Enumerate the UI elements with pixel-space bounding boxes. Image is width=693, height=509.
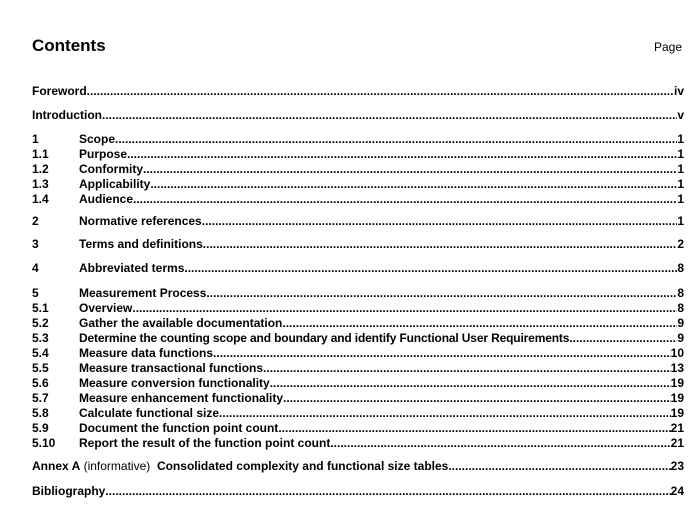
toc-entry-page: 1 (677, 177, 684, 191)
toc-entry-number: 5.10 (32, 436, 56, 450)
toc-entry-5-7[interactable] (32, 391, 684, 406)
toc-entry-page: 9 (677, 331, 684, 345)
toc-entry-number: 2 (32, 214, 39, 228)
toc-entry-5-9[interactable] (32, 421, 684, 436)
toc-entry-annex-a[interactable] (32, 459, 684, 474)
toc-entry-label: Conformity (79, 162, 143, 176)
toc-entry-page: 19 (670, 406, 684, 420)
toc-entry-page: 13 (670, 361, 684, 375)
toc-entry-5-8[interactable] (32, 406, 684, 421)
toc-entry-number: 1.3 (32, 177, 49, 191)
toc-entry-label: Calculate functional size (79, 406, 220, 420)
toc-entry-number: 5.3 (32, 331, 49, 345)
toc-entry-label: Scope (79, 132, 116, 146)
toc-entry-page: 19 (670, 391, 684, 405)
toc-entry-5-3[interactable] (32, 331, 684, 346)
page-column-label: Page (653, 40, 682, 54)
page-title: Contents (32, 36, 106, 55)
toc-entry-5-1[interactable] (32, 301, 684, 316)
toc-entry-number: 5.9 (32, 421, 49, 435)
toc-entry-number: 1 (32, 132, 39, 146)
toc-entry-page: v (677, 108, 684, 122)
toc-entry-label: Measure data functions (79, 346, 214, 360)
toc-entry-label: Determine the counting scope and boundary and identify Functional User Requirements (79, 331, 570, 345)
toc-entry-5[interactable] (32, 286, 684, 301)
toc-entry-introduction[interactable] (32, 108, 684, 123)
toc-entry-5-10[interactable] (32, 436, 684, 451)
toc-entry-page: 21 (670, 436, 684, 450)
toc-entry-page: 9 (677, 316, 684, 330)
toc-entry-label: Overview (79, 301, 133, 315)
toc-entry-page: 23 (670, 459, 684, 473)
toc-entry-number: 4 (32, 261, 39, 275)
toc-entry-page: 1 (677, 162, 684, 176)
toc-entry-3[interactable] (32, 237, 684, 252)
toc-entry-label: Document the function point count (79, 421, 279, 435)
annex-informative-note: (informative) (83, 459, 151, 473)
toc-entry-page: 10 (670, 346, 684, 360)
toc-entry-label: Bibliography (32, 484, 106, 498)
toc-entry-number: 5.4 (32, 346, 49, 360)
toc-entry-page: 1 (677, 214, 684, 228)
toc-entry-label: Abbreviated terms (79, 261, 185, 275)
toc-entry-5-6[interactable] (32, 376, 684, 391)
toc-entry-number: 1.2 (32, 162, 49, 176)
toc-entry-1[interactable] (32, 132, 684, 147)
toc-entry-number: 5.5 (32, 361, 49, 375)
toc-entry-5-2[interactable] (32, 316, 684, 331)
toc-entry-label: Gather the available documentation (79, 316, 283, 330)
toc-entry-label: Normative references (79, 214, 202, 228)
toc-entry-label: Report the result of the function point count (79, 436, 331, 450)
toc-entry-foreword[interactable] (32, 84, 684, 99)
toc-entry-label: Measure conversion functionality (79, 376, 270, 390)
toc-entry-1-1[interactable] (32, 147, 684, 162)
toc-entry-number: 5.6 (32, 376, 49, 390)
toc-entry-number: 5.7 (32, 391, 49, 405)
toc-entry-page: 8 (677, 286, 684, 300)
toc-entry-1-3[interactable] (32, 177, 684, 192)
toc-entry-label: Measure transactional functions (79, 361, 264, 375)
toc-entry-page: 1 (677, 147, 684, 161)
toc-entry-number: 5.8 (32, 406, 49, 420)
toc-entry-page: 21 (670, 421, 684, 435)
toc-entry-bibliography[interactable] (32, 484, 684, 499)
toc-entry-label: Applicability (79, 177, 151, 191)
toc-entry-number: 5.2 (32, 316, 49, 330)
toc-entry-5-4[interactable] (32, 346, 684, 361)
toc-entry-1-2[interactable] (32, 162, 684, 177)
toc-entry-label: Purpose (79, 147, 128, 161)
toc-entry-4[interactable] (32, 261, 684, 276)
toc-entry-5-5[interactable] (32, 361, 684, 376)
toc-entry-label: Measurement Process (79, 286, 207, 300)
toc-entry-label: Introduction (32, 108, 102, 122)
toc-entry-page: 1 (677, 192, 684, 206)
toc-entry-label: Audience (79, 192, 134, 206)
toc-entry-1-4[interactable] (32, 192, 684, 207)
toc-entry-number: 1.4 (32, 192, 49, 206)
toc-entry-number: 1.1 (32, 147, 49, 161)
toc-entry-page: 19 (670, 376, 684, 390)
toc-entry-label: Foreword (32, 84, 87, 98)
toc-entry-page: iv (673, 84, 684, 98)
toc-entry-page: 1 (677, 132, 684, 146)
toc-entry-label: Annex A (32, 459, 81, 473)
toc-entry-page: 8 (677, 301, 684, 315)
toc-entry-page: 24 (670, 484, 684, 498)
toc-entry-label: Terms and definitions (79, 237, 203, 251)
toc-entry-number: 5.1 (32, 301, 49, 315)
toc-entry-number: 5 (32, 286, 39, 300)
toc-entry-page: 8 (677, 261, 684, 275)
annex-title: Consolidated complexity and functional size tables (156, 459, 449, 473)
toc-entry-2[interactable] (32, 214, 684, 229)
toc-entry-number: 3 (32, 237, 39, 251)
toc-entry-page: 2 (677, 237, 684, 251)
toc-entry-label: Measure enhancement functionality (79, 391, 284, 405)
